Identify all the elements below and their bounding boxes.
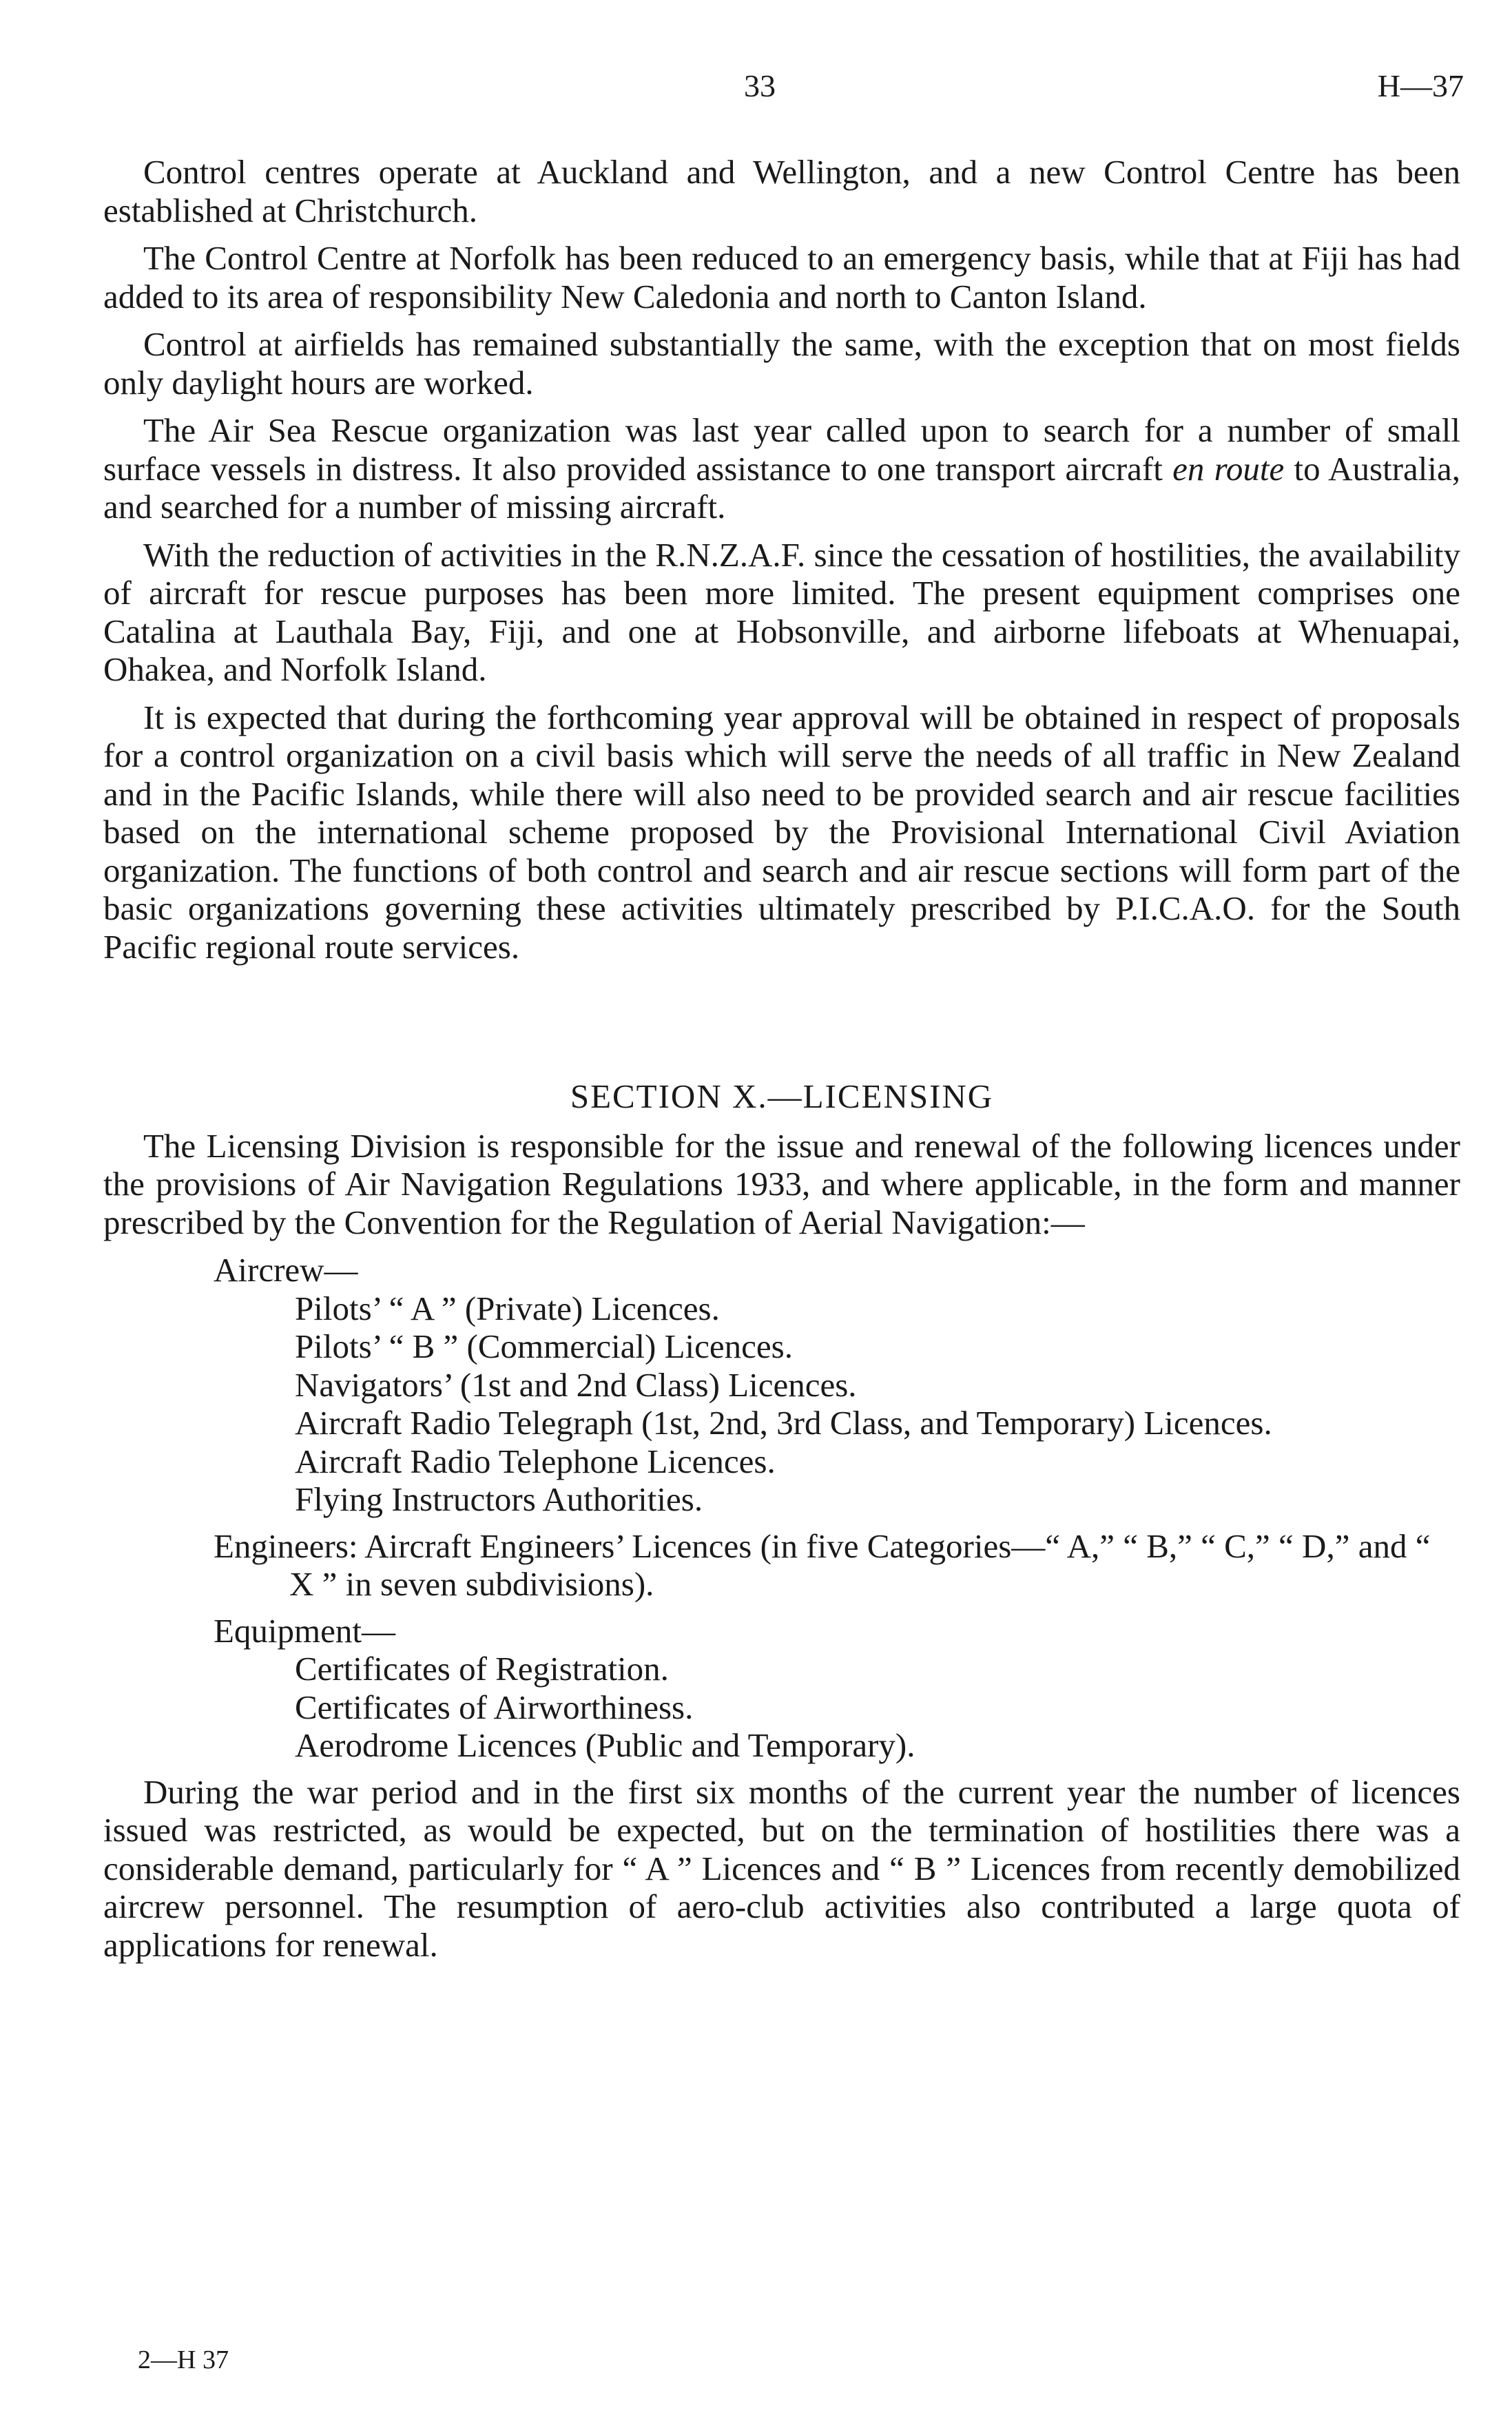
page-header — [103, 68, 1464, 109]
paragraph-rescue-equipment: With the reduction of activities in the R.N.Z.A.F. since the cessation of hostilities, the availability of aircraft for rescue purposes has been more limited. The present equipment comprises one Catalina at Lauthala Bay, Fiji, and one at Hobsonville, and airborne lifeboats at Whenuapai, Ohakea, and Norfolk Island. — [103, 535, 1460, 688]
paragraph-war-period: During the war period and in the first six months of the current year the number of licences issued was restricted, as would be expected, but on the termination of hostilities there was a considerable demand, particularly for “ A ” Licences and “ B ” Licences from recently demobilized aircrew personnel. The resumption of aero-club activities also contributed a large quota of applications for renewal. — [103, 1772, 1460, 1964]
list-item: Certificates of Airworthiness. — [295, 1688, 694, 1726]
equipment-group — [103, 1612, 1460, 1765]
asr-text-before: The Air Sea Rescue organization was last year called upon to search for a number of small surface vessels in distress. It also provided assistance to one transport aircraft — [103, 411, 1460, 488]
paragraph-forthcoming-year: It is expected that during the forthcoming year approval will be obtained in respect of proposals for a control organization on a civil basis which will serve the needs of all traffic in New Zealand and in the Pacific Islands, while there will also need to be provided search and air rescue facilities based on the international scheme proposed by the Provisional International Civil Aviation organization. The functions of both control and search and air rescue sections will form part of the basic organizations governing these activities ultimately prescribed by P.I.C.A.O. for the South Pacific regional route services. — [103, 698, 1460, 966]
asr-italic-en-route: en route — [1172, 449, 1285, 488]
list-item: Pilots’ “ B ” (Commercial) Licences. — [295, 1327, 793, 1365]
engineers-group — [103, 1527, 1460, 1604]
section-spacer — [103, 975, 1460, 1077]
asr-text-after: to Australia, and searched for a number of missing aircraft. — [103, 449, 1460, 526]
list-item: Pilots’ “ A ” (Private) Licences. — [295, 1289, 720, 1327]
list-item: Flying Instructors Authorities. — [295, 1480, 703, 1518]
footer-signature-code: 2—H 37 — [138, 2345, 229, 2374]
list-item: Aircraft Radio Telegraph (1st, 2nd, 3rd Class, and Temporary) Licences. — [295, 1404, 1272, 1442]
equipment-title: Equipment— — [214, 1611, 396, 1650]
section-heading: SECTION X.—LICENSING — [570, 1077, 994, 1115]
aircrew-group — [103, 1251, 1460, 1519]
paragraph-licensing-intro: The Licensing Division is responsible for the issue and renewal of the following licences under the provisions of Air Navigation Regulations 1933, and where applicable, in the form and manner prescribed by the Convention for the Regulation of Aerial Navigation:— — [103, 1126, 1460, 1241]
body-text — [103, 153, 1460, 1973]
paragraph-airfields: Control at airfields has remained substantially the same, with the exception that on most fields only daylight hours are worked. — [103, 325, 1460, 402]
list-item: Certificates of Registration. — [295, 1650, 669, 1688]
engineers-entry: Engineers: Aircraft Engineers’ Licences (in five Categories—“ A,” “ B,” “ C,” “ D,” and “ X ” in seven subdivisions). — [214, 1526, 1431, 1603]
list-item: Aircraft Radio Telephone Licences. — [295, 1442, 776, 1480]
page-number: 33 — [744, 68, 776, 103]
paragraph-control-centres: Control centres operate at Auckland and Wellington, and a new Control Centre has been established at Christchurch. — [103, 153, 1460, 229]
paragraph-air-sea-rescue — [103, 411, 1460, 526]
paragraph-norfolk-fiji: The Control Centre at Norfolk has been reduced to an emergency basis, while that at Fiji has had added to its area of responsibility New Caledonia and north to Canton Island. — [103, 239, 1460, 315]
list-item: Aerodrome Licences (Public and Temporary). — [295, 1726, 915, 1764]
list-item: Navigators’ (1st and 2nd Class) Licences. — [295, 1365, 857, 1404]
aircrew-title: Aircrew— — [214, 1251, 358, 1289]
document-reference: H—37 — [1377, 68, 1464, 103]
